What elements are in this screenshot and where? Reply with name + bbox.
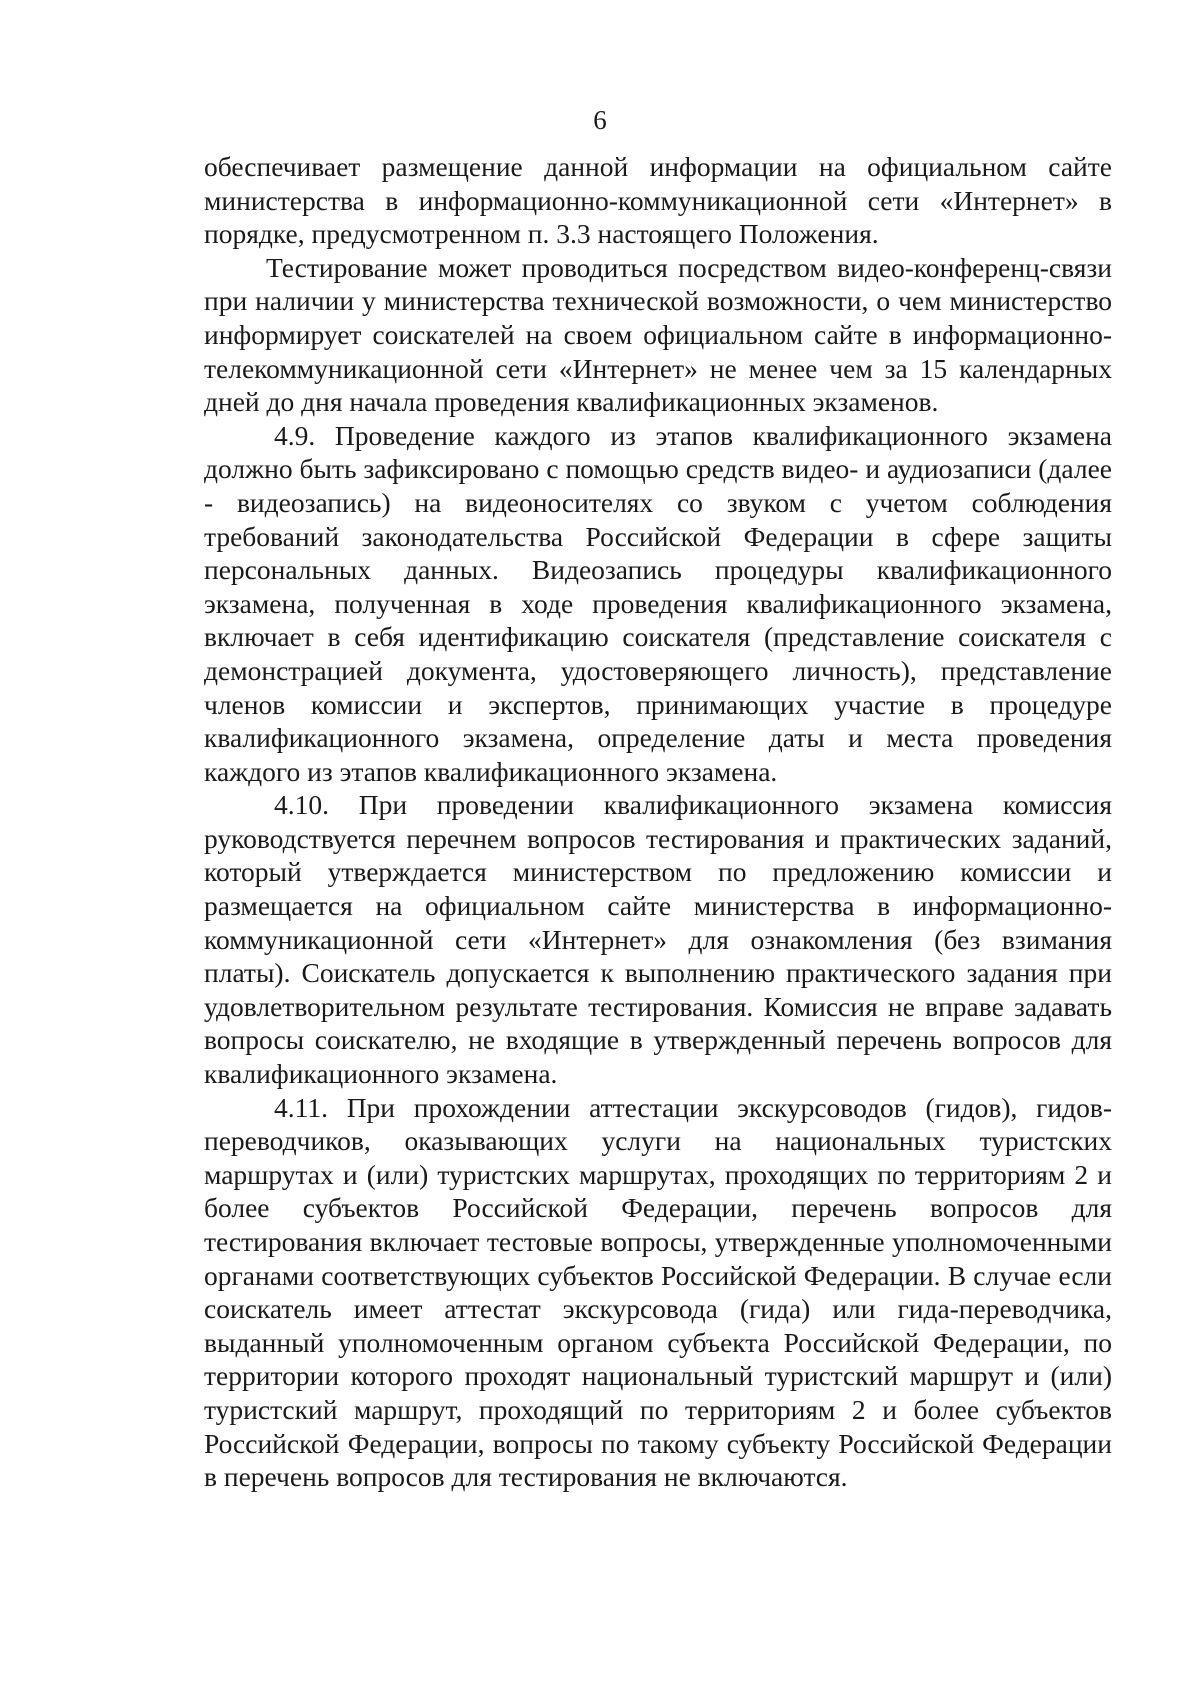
page-number: 6 <box>593 105 607 135</box>
paragraph-continuation: обеспечивает размещение данной информации на официальном сайте министерства в информационно-коммуникационной сети «Интернет» в порядке, предусмотренном п. 3.3 настоящего Положения. <box>204 151 1112 250</box>
document-body <box>204 150 1112 1494</box>
paragraph-4-9: 4.9. Проведение каждого из этапов квалификационного экзамена должно быть зафиксировано с помощью средств видео- и аудиозаписи (далее - видеозапись) на видеоносителях со звуком с учетом соблюдения требований законодательства Российской Федерации в сфере защиты персональных данных. Видеозапись процедуры квалификационного экзамена, полученная в ходе проведения квалификационного экзамена, включает в себя идентификацию соискателя (представление соискателя с демонстрацией документа, удостоверяющего личность), представление членов комиссии и экспертов, принимающих участие в процедуре квалификационного экзамена, определение даты и места проведения каждого из этапов квалификационного экзамена. <box>204 419 1112 787</box>
paragraph-4-11: 4.11. При прохождении аттестации экскурсоводов (гидов), гидов-переводчиков, оказывающих услуги на национальных туристских маршрутах и (или) туристских маршрутах, проходящих по территориям 2 и более субъектов Российской Федерации, перечень вопросов для тестирования включает тестовые вопросы, утвержденные уполномоченными органами соответствующих субъектов Российской Федерации. В случае если соискатель имеет аттестат экскурсовода (гида) или гида-переводчика, выданный уполномоченным органом субъекта Российской Федерации, по территории которого проходят национальный туристский маршрут и (или) туристский маршрут, проходящий по территориям 2 и более субъектов Российской Федерации, вопросы по такому субъекту Российской Федерации в перечень вопросов для тестирования не включаются. <box>204 1091 1112 1493</box>
paragraph-4-10: 4.10. При проведении квалификационного экзамена комиссия руководствуется перечнем вопросов тестирования и практических заданий, который утверждается министерством по предложению комиссии и размещается на официальном сайте министерства в информационно-коммуникационной сети «Интернет» для ознакомления (без взимания платы). Соискатель допускается к выполнению практического задания при удовлетворительном результате тестирования. Комиссия не вправе задавать вопросы соискателю, не входящие в утвержденный перечень вопросов для квалификационного экзамена. <box>204 789 1112 1090</box>
paragraph-testing-videoconference: Тестирование может проводиться посредством видео-конференц-связи при наличии у министерства технической возможности, о чем министерство информирует соискателей на своем официальном сайте в информационно-телекоммуникационной сети «Интернет» не менее чем за 15 календарных дней до дня начала проведения квалификационных экзаменов. <box>204 251 1112 418</box>
